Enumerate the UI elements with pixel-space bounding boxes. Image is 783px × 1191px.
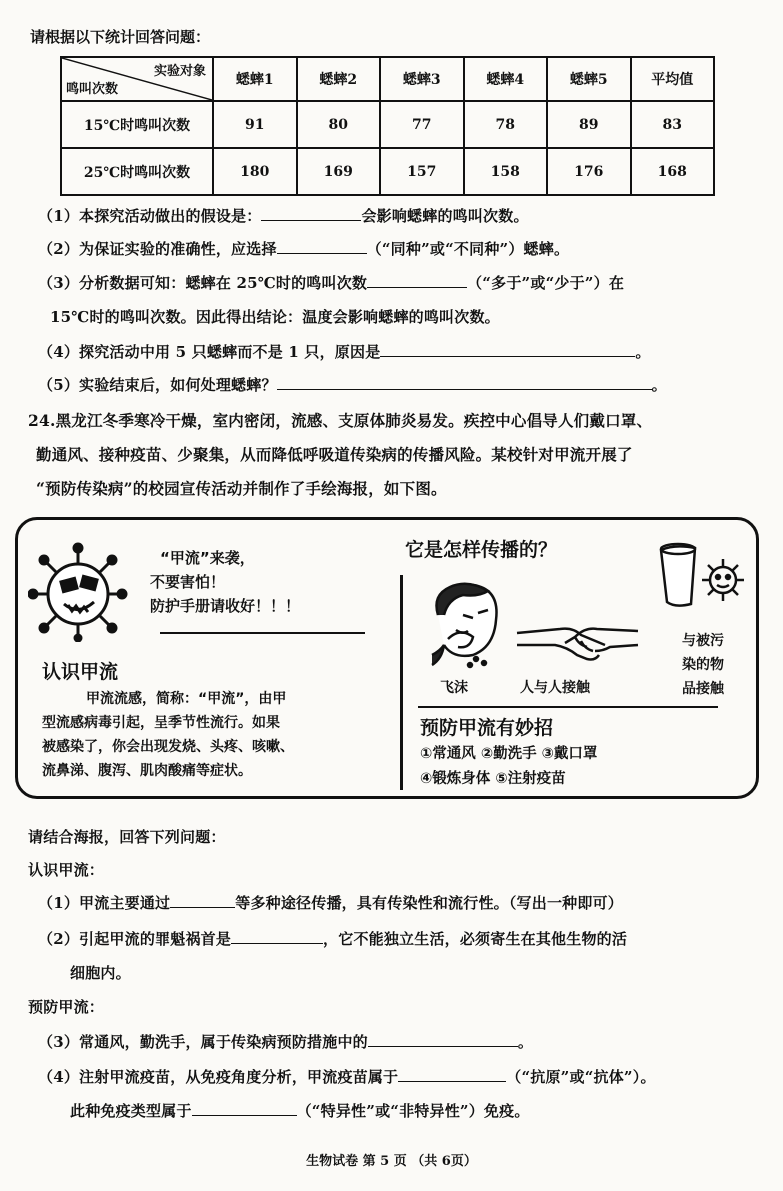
table-cell: 77 — [380, 101, 464, 148]
spread-droplet-label: 飞沫 — [440, 680, 468, 696]
know-flu-title: 认识甲流 — [42, 661, 119, 683]
know-flu-text: 流鼻涕、腹泻、肌肉酸痛等症状。 — [42, 763, 252, 779]
poster-divider-left — [160, 632, 365, 634]
section-know-flu: 认识甲流： — [28, 861, 105, 879]
header-cell: 蟋蟀1 — [213, 57, 297, 101]
answer-blank[interactable] — [277, 239, 367, 254]
table-cell: 168 — [631, 148, 715, 195]
spread-object-label: 品接触 — [682, 681, 724, 697]
table-cell: 169 — [297, 148, 381, 195]
header-cell: 蟋蟀4 — [464, 57, 548, 101]
question-23-3: （3）分析数据可知：蟋蟀在 25℃时的鸣叫次数 （“多于”或“少于”）在 — [38, 274, 625, 292]
question-24-line3: “预防传染病”的校园宣传活动并制作了手绘海报，如下图。 — [36, 479, 447, 498]
table-row — [61, 101, 714, 148]
sneezing-person-icon — [418, 575, 508, 670]
answer-blank[interactable] — [367, 273, 467, 288]
question-23-3-cont: 15℃时的鸣叫次数。因此得出结论：温度会影响蟋蟀的鸣叫次数。 — [50, 308, 500, 326]
answer-blank[interactable] — [170, 893, 235, 908]
table-row — [61, 148, 714, 195]
row-label: 15℃时鸣叫次数 — [61, 101, 213, 148]
page-footer: 生物试卷 第 5 页 （共 6页） — [306, 1154, 477, 1169]
table-cell: 80 — [297, 101, 381, 148]
corner-bottom-label: 鸣叫次数 — [66, 82, 119, 97]
answer-blank[interactable] — [380, 342, 635, 357]
question-23-1: （1）本探究活动做出的假设是： 会影响蟋蟀的鸣叫次数。 — [38, 207, 529, 225]
poster-slogan-2: 不要害怕！ — [150, 573, 226, 591]
table-cell: 91 — [213, 101, 297, 148]
question-24-2-cont: 细胞内。 — [70, 964, 131, 982]
answer-blank[interactable] — [368, 1032, 518, 1047]
poster-slogan-3: 防护手册请收好！！！ — [150, 597, 301, 615]
question-24-line1: 24.黑龙江冬季寒冷干燥，室内密闭，流感、支原体肺炎易发。疾控中心倡导人们戴口罩、 — [28, 411, 653, 430]
table-intro: 请根据以下统计回答问题： — [30, 28, 211, 46]
spread-title: 它是怎样传播的？ — [405, 539, 558, 561]
after-intro: 请结合海报，回答下列问题： — [28, 828, 226, 846]
question-24-2: （2）引起甲流的罪魁祸首是 ，它不能独立生活，必须寄生在其他生物的活 — [38, 930, 628, 948]
table-cell: 89 — [547, 101, 631, 148]
table-cell: 78 — [464, 101, 548, 148]
table-cell: 83 — [631, 101, 715, 148]
table-cell: 176 — [547, 148, 631, 195]
question-24-line2: 勤通风、接种疫苗、少聚集，从而降低呼吸道传染病的传播风险。某校针对甲流开展了 — [36, 445, 633, 464]
row-label: 25℃时鸣叫次数 — [61, 148, 213, 195]
question-24-4-cont: 此种免疫类型属于 （“特异性”或“非特异性”）免疫。 — [70, 1102, 530, 1120]
table-cell: 180 — [213, 148, 297, 195]
poster-slogan-1: “甲流”来袭， — [160, 549, 255, 567]
section-prevent-flu: 预防甲流： — [28, 998, 105, 1016]
answer-blank[interactable] — [261, 206, 361, 221]
know-flu-text: 型流感病毒引起，呈季节性流行。如果 — [42, 715, 280, 731]
question-24-3: （3）常通风，勤洗手，属于传染病预防措施中的 。 — [38, 1033, 534, 1051]
table-cell: 157 — [380, 148, 464, 195]
answer-blank[interactable] — [231, 929, 323, 944]
know-flu-text: 被感染了，你会出现发烧、头疼、咳嗽、 — [42, 739, 294, 755]
answer-blank[interactable] — [277, 375, 652, 390]
header-cell: 蟋蟀3 — [380, 57, 464, 101]
answer-blank[interactable] — [192, 1101, 297, 1116]
poster-center-divider — [400, 575, 403, 790]
spread-contact-label: 人与人接触 — [520, 680, 590, 696]
question-23-2: （2）为保证实验的准确性，应选择 （“同种”或“不同种”）蟋蟀。 — [38, 240, 570, 258]
question-24-1: （1）甲流主要通过 等多种途径传播，具有传染性和流行性。（写出一种即可） — [38, 894, 623, 912]
header-cell: 蟋蟀2 — [297, 57, 381, 101]
contaminated-cup-icon — [655, 540, 750, 612]
poster-divider-right — [418, 706, 718, 708]
table-corner-cell — [61, 57, 213, 101]
prevent-list: ①常通风 ②勤洗手 ③戴口罩 — [420, 746, 598, 762]
header-cell: 蟋蟀5 — [547, 57, 631, 101]
data-table — [60, 56, 715, 196]
virus-icon — [28, 542, 128, 642]
handshake-icon — [515, 615, 640, 665]
prevent-title: 预防甲流有妙招 — [420, 717, 554, 739]
spread-object-label: 与被污 — [682, 633, 724, 649]
know-flu-text: 甲流流感，简称：“甲流”，由甲 — [86, 691, 287, 707]
answer-blank[interactable] — [398, 1067, 506, 1082]
prevent-list: ④锻炼身体 ⑤注射疫苗 — [420, 771, 566, 787]
header-cell: 平均值 — [631, 57, 715, 101]
question-24-4: （4）注射甲流疫苗，从免疫角度分析，甲流疫苗属于 （“抗原”或“抗体”）。 — [38, 1068, 656, 1086]
question-23-4: （4）探究活动中用 5 只蟋蟀而不是 1 只，原因是 。 — [38, 343, 651, 361]
corner-top-label: 实验对象 — [153, 64, 206, 79]
question-23-5: （5）实验结束后，如何处理蟋蟀？ 。 — [38, 376, 667, 394]
table-cell: 158 — [464, 148, 548, 195]
spread-object-label: 染的物 — [682, 657, 724, 673]
